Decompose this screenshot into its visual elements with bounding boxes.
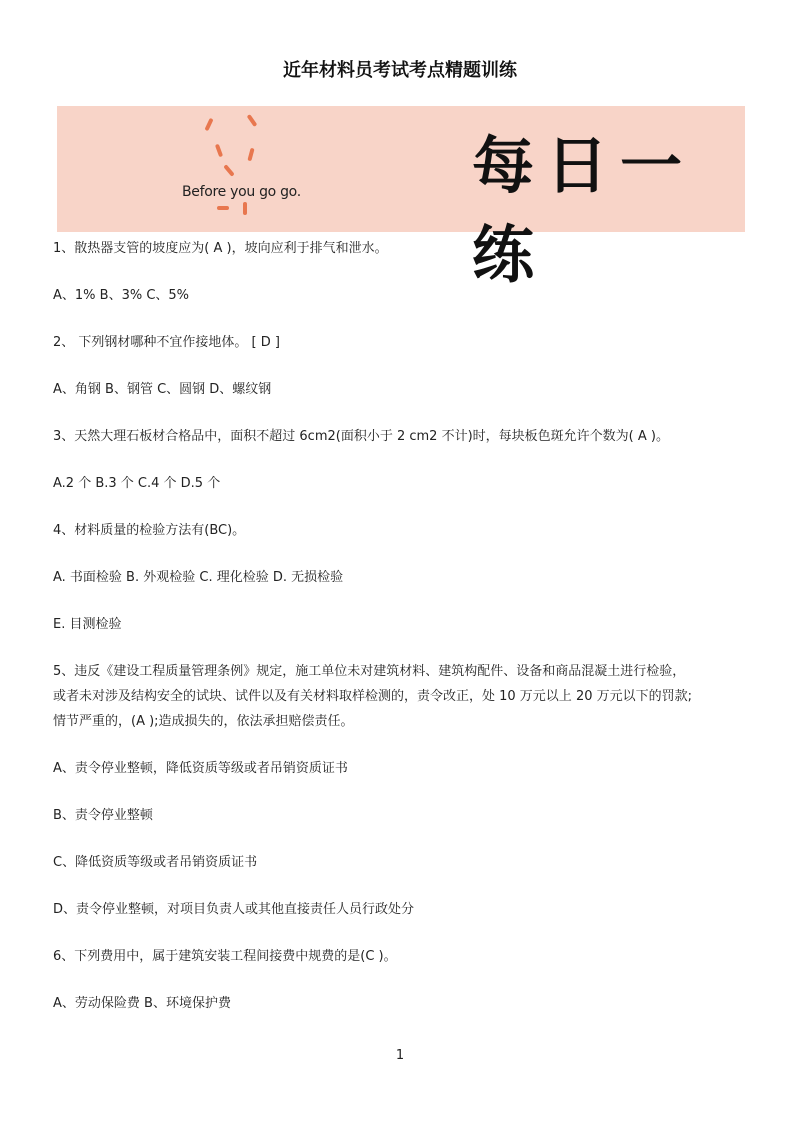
option-5-b: B、责令停业整顿: [53, 808, 153, 823]
option-5-d: D、责令停业整顿，对项目负责人或其他直接责任人员行政处分: [53, 902, 415, 917]
decorative-dash-icon: [223, 164, 234, 177]
question-5-line-1: 5、违反《建设工程质量管理条例》规定，施工单位未对建筑材料、建筑构配件、设备和商品混凝土进行检验，: [53, 664, 686, 679]
options-4-e: E. 目测检验: [53, 617, 122, 632]
decorative-dash-icon: [215, 144, 223, 158]
options-6: A、劳动保险费 B、环境保护费: [53, 996, 231, 1011]
options-3: A.2 个 B.3 个 C.4 个 D.5 个: [53, 476, 221, 491]
decorative-dash-icon: [247, 148, 254, 162]
question-4: 4、材料质量的检验方法有(BC)。: [53, 523, 246, 538]
decorative-dash-icon: [204, 118, 213, 131]
question-5-line-2: 或者未对涉及结构安全的试块、试件以及有关材料取样检测的，责令改正，处 10 万元以上 20 万元以下的罚款;: [53, 689, 692, 704]
banner-slogan: 每日一练: [472, 129, 695, 291]
question-3: 3、天然大理石板材合格品中，面积不超过 6cm2(面积小于 2 cm2 不计)时，每块板色斑允许个数为( A )。: [53, 429, 669, 444]
question-content: [53, 240, 753, 1042]
page-number: 1: [395, 1048, 405, 1063]
question-1: 1、散热器支管的坡度应为( A )，坡向应利于排气和泄水。: [53, 241, 388, 256]
decorative-dash-icon: [243, 202, 247, 215]
options-4: A. 书面检验 B. 外观检验 C. 理化检验 D. 无损检验: [53, 570, 344, 585]
options-2: A、角钢 B、钢管 C、圆钢 D、螺纹钢: [53, 382, 272, 397]
option-5-a: A、责令停业整顿，降低资质等级或者吊销资质证书: [53, 761, 348, 776]
options-1: A、1% B、3% C、5%: [53, 288, 190, 303]
banner-tagline: Before you go go.: [182, 184, 301, 200]
decorative-dash-icon: [247, 114, 258, 127]
option-5-c: C、降低资质等级或者吊销资质证书: [53, 855, 258, 870]
decorative-dash-icon: [217, 206, 229, 210]
question-6: 6、下列费用中，属于建筑安装工程间接费中规费的是(C )。: [53, 949, 397, 964]
question-5-line-3: 情节严重的，(A );造成损失的，依法承担赔偿责任。: [53, 714, 354, 729]
question-2: 2、 下列钢材哪种不宜作接地体。 [ D ]: [53, 335, 280, 350]
document-title: 近年材料员考试考点精题训练: [283, 60, 517, 81]
